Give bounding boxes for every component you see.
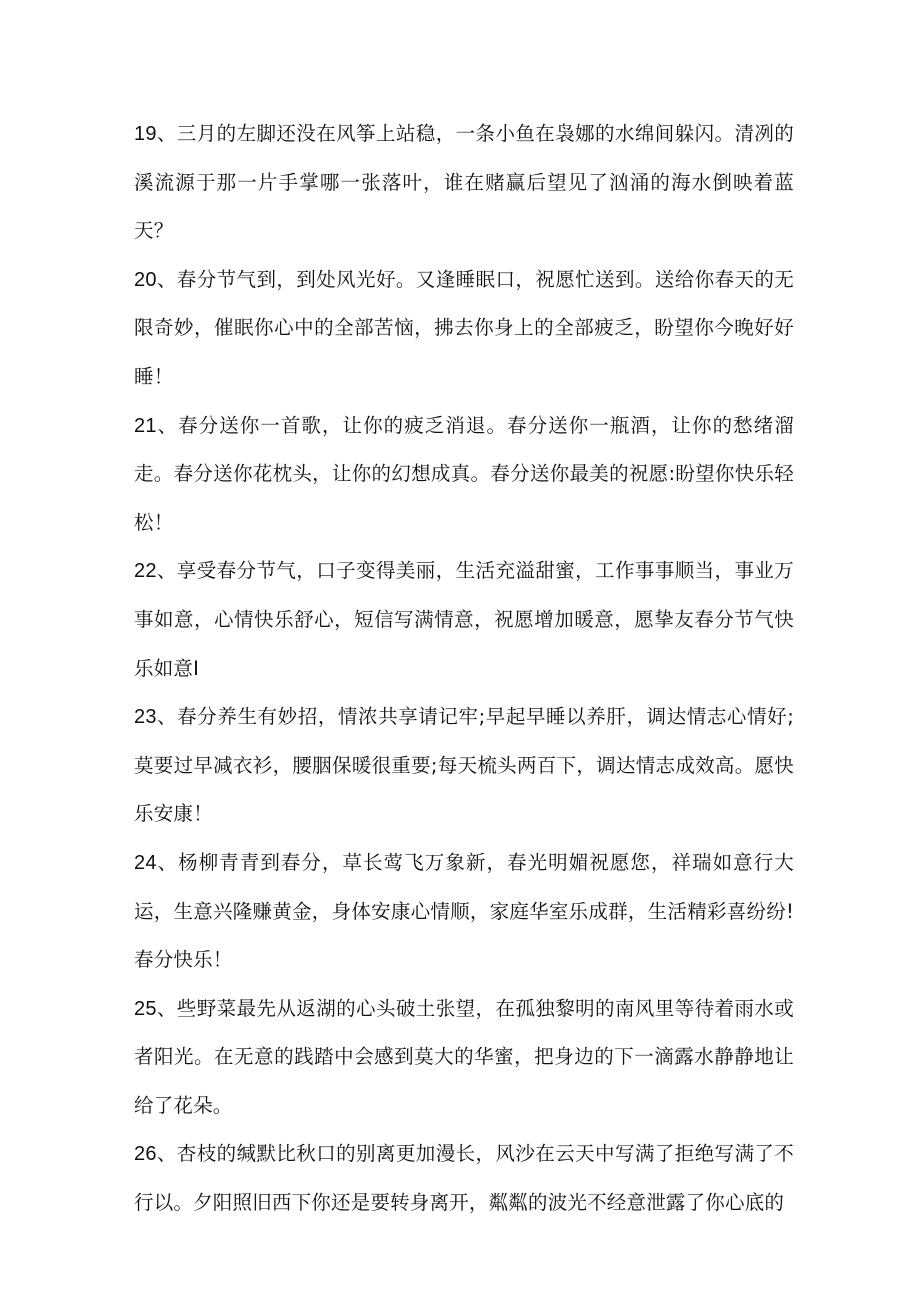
paragraph-number: 26 bbox=[134, 1143, 157, 1166]
paragraph-number: 21 bbox=[134, 414, 157, 437]
paragraph-26 bbox=[134, 1130, 794, 1227]
paragraph-text: 、三月的左脚还没在风筝上站稳，一条小鱼在袅娜的水绵间躲闪。清冽的溪流源于那一片手掌哪一张落叶，谁在赌赢后望见了汹涌的海水倒映着蓝天？ bbox=[134, 122, 794, 243]
paragraph-number: 22 bbox=[134, 560, 157, 583]
paragraph-text: 、春分节气到，到处风光好。又逢睡眠口，祝愿忙送到。送给你春天的无限奇妙，催眠你心中的全部苦恼，拂去你身上的全部疲乏，盼望你今晚好好睡！ bbox=[134, 267, 794, 388]
paragraph-22 bbox=[134, 547, 794, 693]
paragraph-19 bbox=[134, 110, 794, 256]
paragraph-21 bbox=[134, 402, 794, 548]
paragraph-20 bbox=[134, 256, 794, 402]
paragraph-text: 、杏枝的缄默比秋口的别离更加漫长，风沙在云天中写满了拒绝写满了不行以。夕阳照旧西下你还是要转身离开，粼粼的波光不经意泄露了你心底的 bbox=[134, 1142, 794, 1215]
paragraph-number: 19 bbox=[134, 123, 157, 145]
paragraph-text: 、些野菜最先从返湖的心头破土张望，在孤独黎明的南风里等待着雨水或者阳光。在无意的践踏中会感到莫大的华蜜，把身边的下一滴露水静静地让给了花朵。 bbox=[134, 996, 794, 1117]
paragraph-24 bbox=[134, 839, 794, 985]
paragraph-number: 20 bbox=[134, 268, 157, 291]
paragraph-23 bbox=[134, 693, 794, 839]
paragraph-number: 25 bbox=[134, 997, 157, 1020]
paragraph-number: 23 bbox=[134, 706, 157, 729]
paragraph-text: 、春分送你一首歌，让你的疲乏消退。春分送你一瓶酒，让你的愁绪溜走。春分送你花枕头，让你的幻想成真。春分送你最美的祝愿:盼望你快乐轻松！ bbox=[134, 413, 794, 534]
paragraph-text: 、杨柳青青到春分，草长莺飞万象新，春光明媚祝愿您，祥瑞如意行大运，生意兴隆赚黄金，身体安康心情顺，家庭华室乐成群，生活精彩喜纷纷!春分快乐！ bbox=[134, 850, 794, 972]
document-body bbox=[134, 110, 794, 1228]
paragraph-text: 、享受春分节气，口子变得美丽，生活充溢甜蜜，工作事事顺当，事业万事如意，心情快乐舒心，短信写满情意，祝愿增加暖意，愿挚友春分节气快乐如意I bbox=[134, 559, 794, 680]
paragraph-25 bbox=[134, 985, 794, 1131]
paragraph-number: 24 bbox=[134, 851, 157, 874]
paragraph-text: 、春分养生有妙招，情浓共享请记牢;早起早睡以养肝，调达情志心情好;莫要过早减衣衫，腰胭保暖很重要;每天梳头两百下，调达情志成效高。愿快乐安康！ bbox=[134, 705, 794, 826]
